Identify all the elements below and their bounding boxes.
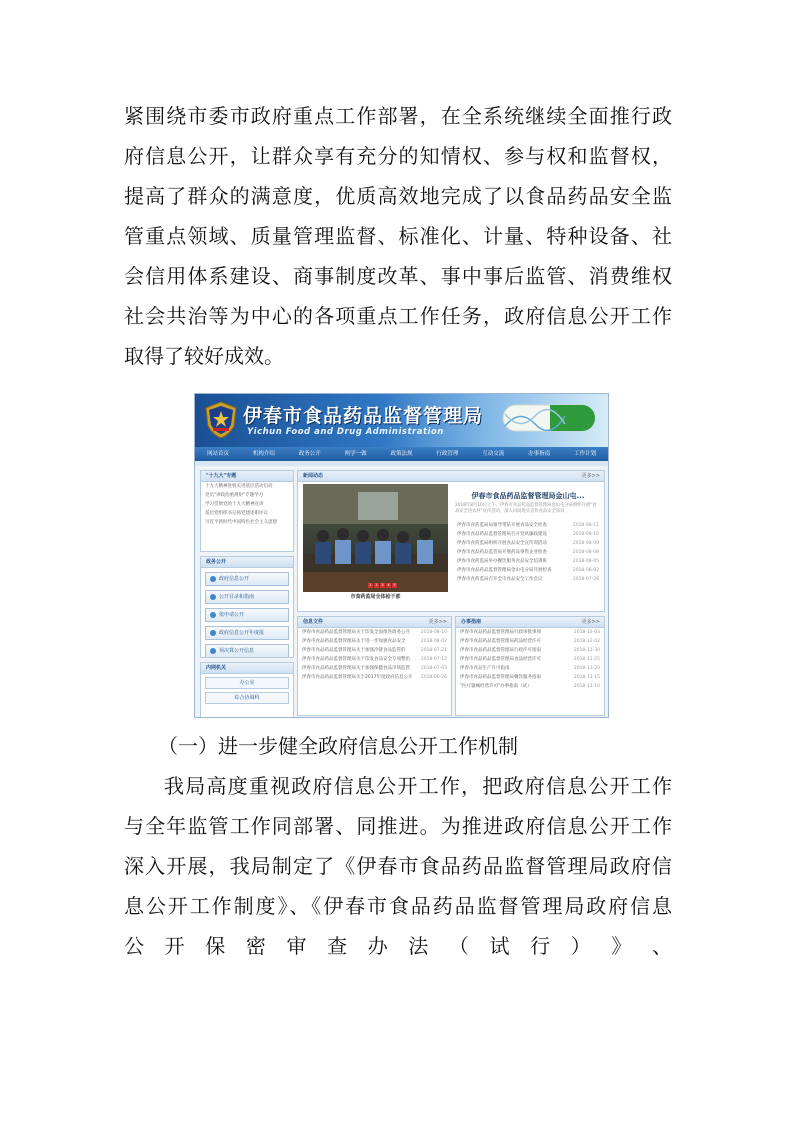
item-text: 伊春市食药监局举办餐饮服务食品安全培训班 [457,559,547,564]
item-date: 2018-11-15 [573,675,600,680]
button-label: 预决算公开信息 [219,648,255,654]
list-item[interactable] [453,557,603,566]
nav-item[interactable]: 机构介绍 [252,451,275,457]
list-item[interactable] [298,646,451,655]
item-text: 伊春市食品药品监管局开展药品零售企业检查 [457,550,547,555]
panel-title [298,471,604,482]
section-heading: （一）进一步健全政府信息公开工作机制 [158,734,518,758]
photo-caption: 市食药监局全体检干部 [350,594,401,600]
slide-dot[interactable]: 2 [375,583,378,587]
site-title: 伊春市食品药品监督管理局 [243,405,484,427]
service-guide-panel [455,616,605,716]
list-item[interactable] [456,637,604,646]
text-line: 会信用体系建设、商事制度改革、事中事后监管、消费维权 [124,264,672,288]
panel-title-text: 办事指南 [461,619,482,625]
news-list [453,521,603,584]
item-text: 伊春市食药监局组织开展食品安全宣传周活动 [457,541,547,546]
link-button[interactable]: 办公室 [205,677,289,689]
paragraph-mechanism [124,766,672,966]
nav-item[interactable]: 工作计划 [574,451,597,457]
nav-item[interactable]: 办事指南 [528,451,551,457]
request-disclosure-button[interactable] [205,608,289,622]
item-text: "医疗器械经营许可"办事指南（试） [460,684,532,689]
list-item[interactable] [453,566,603,575]
item-date: 2018-06-26 [420,675,447,680]
nav-item[interactable]: 两学一做 [344,451,367,457]
sub-bar [195,461,608,466]
list-item[interactable] [298,637,451,646]
slide-dot[interactable]: 3 [381,583,384,587]
panel-title [298,617,451,628]
list-item[interactable]: 学习贯彻党的十九大精神宣讲 [205,502,264,507]
item-text: 伊春市食品药品监督管理局关于加强冷链食品监管的 [302,648,406,653]
more-link[interactable]: 更多>> [581,473,600,479]
list-item[interactable] [298,628,451,637]
item-date: 2018-07-12 [420,657,447,662]
news-photo[interactable] [303,484,448,592]
website-screenshot [194,393,609,718]
text-line: 紧围绕市委市政府重点工作部署，在全系统继续全面推行政 [124,104,672,128]
globe-icon [210,648,216,654]
topic-panel [200,470,294,552]
nav-item[interactable]: 互动交流 [482,451,505,457]
item-date: 2018-08-05 [572,559,599,564]
main-nav [195,447,608,461]
paragraph-intro [124,96,672,376]
text-line: 社会共治等为中心的各项重点工作任务，政府信息公开工作 [124,304,672,328]
list-item[interactable] [456,682,604,691]
button-label: 政府信息公开 [219,576,250,582]
slide-dot[interactable]: 4 [387,583,390,587]
list-item[interactable] [298,673,451,682]
panel-title: "十九大"专题 [201,471,293,482]
item-date: 2018-11-10 [573,684,600,689]
item-text: 伊春市食品药品监督管理局关于印发食品安全专项整治 [302,657,410,662]
globe-icon [210,594,216,600]
button-label: 依申请公开 [219,612,245,618]
gov-info-button[interactable] [205,572,289,586]
list-item[interactable]: 党员"讲政治重规矩"专题学习 [205,493,264,498]
item-date: 2018-11-20 [573,666,600,671]
nav-item[interactable]: 网站首页 [206,451,229,457]
item-text: 伊春市食品药品监督管理局关于加强保健食品市场监管 [302,666,410,671]
list-item[interactable] [453,539,603,548]
text-line: 我局高度重视政府信息公开工作，把政府信息公开工作 [164,774,672,798]
item-text: 伊春市食品药品监督管理局关于印发全面推进政务公开 [302,630,410,635]
list-item[interactable] [456,646,604,655]
list-item[interactable] [453,548,603,557]
gov-info-panel [200,556,294,658]
panel-title: 政务公开 [201,557,293,568]
text-line: 息公开工作制度》、《伊春市食品药品监督管理局政府信息 [124,894,672,918]
list-item[interactable] [456,628,604,637]
list-item[interactable] [298,655,451,664]
photo-illustration [303,484,448,592]
item-text: 伊春市食品药品监督管理局召开党风廉政建设 [457,532,547,537]
site-banner [195,394,608,447]
text-line: 深入开展，我局制定了《伊春市食品药品监督管理局政府信 [124,854,672,878]
item-text: 伊春市食品药品监督管理局关于进一步加强食品安全 [302,639,406,644]
item-text: 伊春市食药监局局领导带队开展食品安全检查 [457,523,547,528]
item-date: 2018-07-28 [572,577,599,582]
links-panel [200,662,294,718]
more-link[interactable]: 更多>> [581,619,600,625]
item-text: 伊春市食品药品监督管理局餐饮服务指南 [460,675,541,680]
documents-panel [297,616,452,716]
item-date: 2018-08-11 [572,523,599,528]
list-item[interactable] [453,530,603,539]
link-button[interactable]: 综合协调科 [205,692,289,704]
list-item[interactable]: 习近平新时代中国特色社会主义思想 [205,520,277,525]
item-text: 伊春市食品药品监督管理局金山屯分局开展检查 [457,568,552,573]
news-headline[interactable]: 伊春市食品药品监督管理局金山屯... [471,492,585,500]
list-item[interactable] [456,664,604,673]
item-date: 2018-08-02 [572,568,599,573]
globe-icon [210,576,216,582]
news-panel [297,470,605,612]
item-text: 伊春市食品药品监督管理局食品经营许可 [460,657,541,662]
globe-icon [210,612,216,618]
list-item[interactable] [456,655,604,664]
item-text: 伊春市食品药品监督管理局行政审批事项 [460,630,541,635]
nav-item[interactable]: 政务公开 [298,451,321,457]
item-date: 2018-12-03 [573,630,600,635]
item-text: 伊春市食药监局召开全市食品安全工作会议 [457,577,543,582]
item-date: 2018-08-09 [572,541,599,546]
item-date: 2018-08-10 [420,630,447,635]
site-subtitle: Yichun Food and Drug Administration [247,427,444,437]
slide-pager [368,583,397,588]
nav-item[interactable]: 政策法规 [390,451,413,457]
panel-title-text: 新闻动态 [303,473,324,479]
police-emblem-icon [203,400,239,440]
slide-dot[interactable]: 5 [393,583,396,587]
button-label: 公开目录和指南 [219,594,255,600]
catalog-guide-button[interactable] [205,590,289,604]
item-text: 伊春市食品药品监督管理局药品经营许可 [460,639,541,644]
panel-title-text: 信息文件 [303,619,324,625]
list-item[interactable] [453,575,603,584]
button-label: 政府信息公开年度报 [219,630,265,636]
text-line: 取得了较好成效。 [124,344,284,368]
item-date: 2018-07-03 [420,666,447,671]
nav-item[interactable]: 行政管理 [436,451,459,457]
list-item[interactable]: 基层党组织书记抓党建述职评议 [205,511,268,516]
annual-report-button[interactable] [205,626,289,640]
budget-disclosure-button[interactable] [205,644,289,658]
more-link[interactable]: 更多>> [428,619,447,625]
globe-icon [210,630,216,636]
list-item[interactable]: 十九大精神进机关进基层活动启动 [205,484,273,489]
news-summary: 2018年8月10日上午，伊春市食品药品监督管理局金山屯分局组织开展"食品安全进农村"宣传活动，深入田间地头宣传食品安全知识 [455,503,597,514]
list-item[interactable] [456,673,604,682]
item-date: 2018-08-08 [572,550,599,555]
item-text: 伊春市食品生产许可指南 [460,666,510,671]
text-line: 公 开 保 密 审 查 办 法 （ 试 行 ） 》 、 [124,934,672,958]
item-date: 2018-11-30 [573,648,600,653]
text-line: 府信息公开，让群众享有充分的知情权、参与权和监督权， [124,144,672,168]
item-text: 伊春市食品药品监督管理局行政许可指南 [460,648,541,653]
item-date: 2018-11-25 [573,657,600,662]
list-item[interactable] [453,521,603,530]
text-line: 管重点领域、质量管理监督、标准化、计量、特种设备、社 [124,224,672,248]
text-line: 与全年监管工作同部署、同推进。为推进政府信息公开工作 [124,814,672,838]
item-date: 2018-12-02 [573,639,600,644]
capsule-dna-icon [495,402,600,436]
item-date: 2018-08-02 [420,639,447,644]
item-text: 伊春市食品药品监督管理局关于2017年度政府信息公开 [302,675,413,680]
text-line: 提高了群众的满意度，优质高效地完成了以食品药品安全监 [124,184,672,208]
panel-title [456,617,604,628]
item-date: 2018-08-10 [572,532,599,537]
list-item[interactable] [298,664,451,673]
slide-dot[interactable]: 1 [369,583,372,587]
item-date: 2018-07-21 [420,648,447,653]
panel-title: 内网机关 [201,663,293,674]
